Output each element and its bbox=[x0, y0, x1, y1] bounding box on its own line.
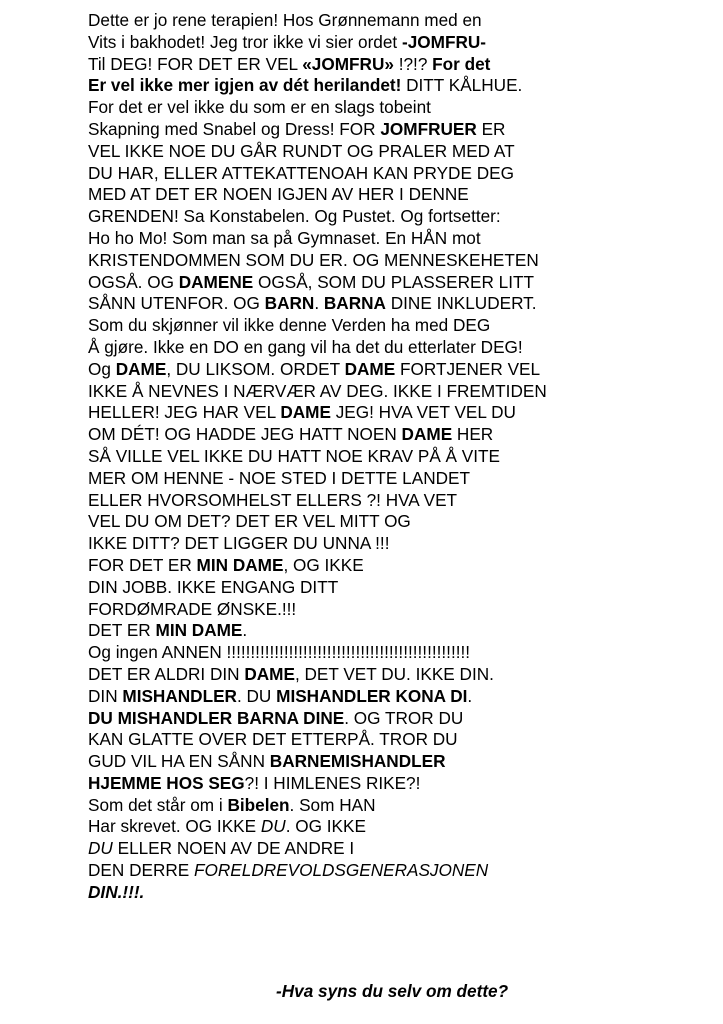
emphasized-text: DAME bbox=[244, 663, 295, 684]
text-line bbox=[88, 751, 718, 773]
text-line bbox=[88, 163, 718, 185]
text-segment: HELLER! JEG HAR VEL bbox=[88, 402, 281, 423]
text-segment: KRISTENDOMMEN SOM DU ER. OG MENNESKEHETEN bbox=[88, 249, 539, 270]
text-line bbox=[88, 293, 718, 315]
italic-text: DU bbox=[260, 816, 286, 837]
text-line bbox=[88, 664, 718, 686]
text-segment: Har skrevet. OG IKKE bbox=[88, 816, 261, 837]
text-line bbox=[88, 359, 718, 381]
emphasized-text: MIN DAME bbox=[196, 554, 284, 575]
text-segment: . DU bbox=[236, 685, 277, 706]
text-line bbox=[88, 620, 718, 642]
text-segment: GUD VIL HA EN SÅNN bbox=[88, 751, 270, 772]
text-segment: DINE INKLUDERT. bbox=[385, 293, 537, 314]
text-segment: , DET VET DU. IKKE DIN. bbox=[294, 663, 494, 684]
text-segment: GRENDEN! Sa Konstabelen. Og Pustet. Og fortsetter: bbox=[88, 206, 501, 227]
emphasized-text: Bibelen bbox=[227, 794, 290, 815]
emphasized-text: Er vel ikke mer igjen av dét herilandet! bbox=[88, 75, 402, 96]
text-segment: . OG TROR DU bbox=[344, 707, 464, 728]
emphasized-text: MISHANDLER KONA DI bbox=[276, 685, 468, 706]
text-segment: . OG IKKE bbox=[285, 816, 366, 837]
text-line bbox=[88, 511, 718, 533]
document-body bbox=[88, 10, 718, 904]
emphasized-text: DAME bbox=[401, 424, 453, 445]
text-line bbox=[88, 10, 718, 32]
text-line bbox=[88, 729, 718, 751]
text-segment: Ho ho Mo! Som man sa på Gymnaset. En HÅN mot bbox=[88, 227, 481, 248]
text-line bbox=[88, 141, 718, 163]
closing-question: -Hva syns du selv om dette? bbox=[276, 981, 509, 1001]
emphasized-text: DAME bbox=[280, 402, 331, 423]
text-segment: ER bbox=[476, 118, 506, 139]
text-line bbox=[88, 381, 718, 403]
text-segment: IKKE Å NEVNES I NÆRVÆR AV DEG. IKKE I FREMTIDEN bbox=[88, 380, 547, 401]
text-segment: FORTJENER VEL bbox=[395, 358, 541, 379]
text-segment: . bbox=[467, 685, 473, 706]
text-segment: Til DEG! FOR DET ER VEL bbox=[88, 53, 303, 74]
text-segment: OGSÅ. OG bbox=[88, 271, 179, 292]
text-segment: , DU LIKSOM. ORDET bbox=[166, 358, 345, 379]
text-line bbox=[88, 708, 718, 730]
text-line bbox=[88, 54, 718, 76]
text-segment: Og ingen ANNEN !!!!!!!!!!!!!!!!!!!!!!!!!!!!!!!!!!!!!!!!!!!!!!!!!!! bbox=[88, 642, 471, 663]
text-line bbox=[88, 838, 718, 860]
text-segment: OM DÉT! OG HADDE JEG HATT NOEN bbox=[88, 424, 402, 445]
text-segment: MER OM HENNE - NOE STED I DETTE LANDET bbox=[88, 467, 470, 488]
emphasized-text: For det bbox=[432, 53, 491, 74]
text-segment: Som du skjønner vil ikke denne Verden ha med DEG bbox=[88, 315, 491, 336]
text-line bbox=[88, 490, 718, 512]
emphasized-text: -JOMFRU- bbox=[401, 31, 487, 52]
text-segment: FOR DET ER bbox=[88, 554, 197, 575]
text-segment: Skapning med Snabel og Dress! FOR bbox=[88, 118, 381, 139]
text-segment: JEG! HVA VET VEL DU bbox=[330, 402, 516, 423]
emphasized-text: MISHANDLER bbox=[122, 685, 237, 706]
text-segment: Og bbox=[88, 358, 116, 379]
text-segment: DITT KÅLHUE. bbox=[401, 75, 523, 96]
text-segment: . bbox=[314, 293, 324, 314]
text-segment: VEL DU OM DET? DET ER VEL MITT OG bbox=[88, 511, 411, 532]
text-segment: DET ER bbox=[88, 620, 156, 641]
text-line bbox=[88, 32, 718, 54]
text-segment: SÅNN UTENFOR. OG bbox=[88, 293, 265, 314]
emphasized-text: BARNA bbox=[323, 293, 386, 314]
text-segment: IKKE DITT? DET LIGGER DU UNNA !!! bbox=[88, 533, 390, 554]
emphasized-text: DAMENE bbox=[178, 271, 254, 292]
text-line bbox=[88, 577, 718, 599]
text-line bbox=[88, 686, 718, 708]
text-line bbox=[88, 424, 718, 446]
text-line bbox=[88, 337, 718, 359]
text-line bbox=[88, 315, 718, 337]
text-segment: . Som HAN bbox=[289, 794, 376, 815]
text-line bbox=[88, 533, 718, 555]
text-segment: OGSÅ, SOM DU PLASSERER LITT bbox=[253, 271, 535, 292]
text-line bbox=[88, 272, 718, 294]
text-line bbox=[88, 860, 718, 882]
emphasized-text: «JOMFRU» bbox=[302, 53, 394, 74]
text-line bbox=[88, 184, 718, 206]
text-segment: Å gjøre. Ikke en DO en gang vil ha det du etterlater DEG! bbox=[88, 336, 523, 357]
italic-text: DU bbox=[88, 838, 113, 859]
text-segment: Som det står om i bbox=[88, 794, 228, 815]
text-segment: DET ER ALDRI DIN bbox=[88, 663, 245, 684]
text-segment: DU HAR, ELLER ATTEKATTENOAH KAN PRYDE DEG bbox=[88, 162, 514, 183]
text-segment: DIN bbox=[88, 685, 123, 706]
text-line bbox=[88, 402, 718, 424]
emphasized-text: JOMFRUER bbox=[380, 118, 477, 139]
text-line bbox=[88, 206, 718, 228]
text-segment: DIN JOBB. IKKE ENGANG DITT bbox=[88, 576, 339, 597]
text-segment: FORDØMRADE ØNSKE.!!! bbox=[88, 598, 297, 619]
text-line bbox=[88, 446, 718, 468]
text-segment: Vits i bakhodet! Jeg tror ikke vi sier ordet bbox=[88, 31, 402, 52]
italic-text: FORELDREVOLDSGENERASJONEN bbox=[194, 860, 489, 881]
text-line bbox=[88, 882, 718, 904]
text-line bbox=[88, 119, 718, 141]
emphasized-text: DAME bbox=[344, 358, 396, 379]
text-segment: Dette er jo rene terapien! Hos Grønnemann med en bbox=[88, 10, 482, 30]
text-segment: ELLER HVORSOMHELST ELLERS ?! HVA VET bbox=[88, 489, 458, 510]
text-segment: For det er vel ikke du som er en slags tobeint bbox=[88, 97, 431, 118]
text-line bbox=[88, 599, 718, 621]
text-line bbox=[88, 75, 718, 97]
text-line bbox=[88, 773, 718, 795]
emphasized-text: DAME bbox=[115, 358, 167, 379]
text-segment: . bbox=[242, 620, 248, 641]
text-segment: , OG IKKE bbox=[283, 554, 364, 575]
text-line bbox=[88, 795, 718, 817]
text-line bbox=[88, 97, 718, 119]
text-segment: VEL IKKE NOE DU GÅR RUNDT OG PRALER MED AT bbox=[88, 140, 515, 161]
emphasized-text: HJEMME HOS SEG bbox=[88, 772, 245, 793]
text-line bbox=[88, 642, 718, 664]
text-segment: MED AT DET ER NOEN IGJEN AV HER I DENNE bbox=[88, 184, 469, 205]
text-segment: DEN DERRE bbox=[88, 860, 195, 881]
emphasized-text: BARNEMISHANDLER bbox=[269, 751, 446, 772]
text-segment: SÅ VILLE VEL IKKE DU HATT NOE KRAV PÅ Å VITE bbox=[88, 445, 500, 466]
emphasized-text: DU MISHANDLER BARNA DINE bbox=[88, 707, 345, 728]
emphasized-text: MIN DAME bbox=[155, 620, 243, 641]
emphasized-text: DIN.!!!. bbox=[88, 881, 145, 902]
text-line bbox=[88, 555, 718, 577]
text-line bbox=[88, 468, 718, 490]
text-segment: KAN GLATTE OVER DET ETTERPÅ. TROR DU bbox=[88, 729, 458, 750]
text-segment: ELLER NOEN AV DE ANDRE I bbox=[112, 838, 355, 859]
emphasized-text: BARN bbox=[264, 293, 315, 314]
text-line bbox=[88, 250, 718, 272]
text-line bbox=[88, 228, 718, 250]
text-line bbox=[88, 816, 718, 838]
text-segment: !?!? bbox=[393, 53, 433, 74]
text-segment: HER bbox=[452, 424, 494, 445]
text-segment: ?! I HIMLENES RIKE?! bbox=[244, 772, 421, 793]
